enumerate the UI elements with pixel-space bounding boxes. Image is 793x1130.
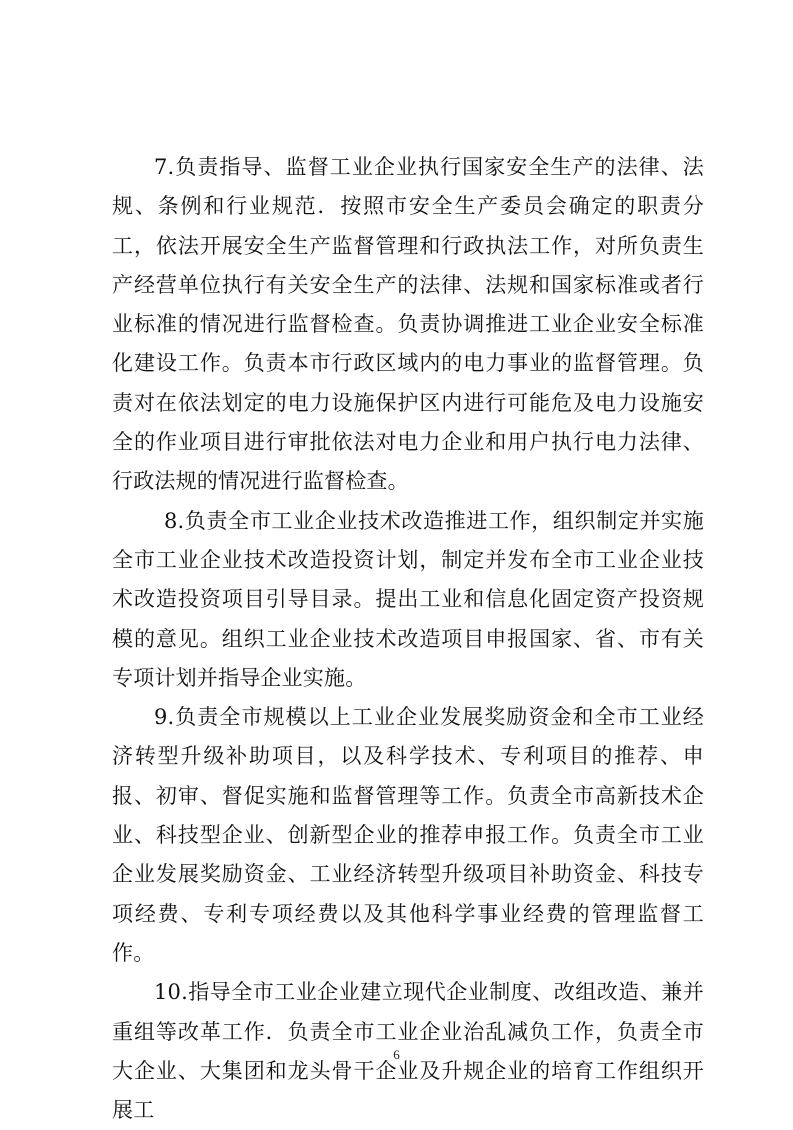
document-body <box>112 148 704 1130</box>
paragraph-item-7: 7.负责指导、监督工业企业执行国家安全生产的法律、法规、条例和行业规范．按照市安全生产委员会确定的职责分工，依法开展安全生产监督管理和行政执法工作，对所负责生产经营单位执行有关安全生产的法律、法规和国家标准或者行业标准的情况进行监督检查。负责协调推进工业企业安全标准化建设工作。负责本市行政区域内的电力事业的监督管理。负责对在依法划定的电力设施保护区内进行可能危及电力设施安全的作业项目进行审批依法对电力企业和用户执行电力法律、行政法规的情况进行监督检查。 <box>112 155 704 494</box>
paragraph-item-8: 8.负责全市工业企业技术改造推进工作，组织制定并实施全市工业企业技术改造投资计划，制定并发布全市工业企业技术改造投资项目引导目录。提出工业和信息化固定资产投资规模的意见。组织工业企业技术改造项目申报国家、省、市有关专项计划并指导企业实施。 <box>112 508 704 690</box>
page-number: 6 <box>393 1047 400 1062</box>
paragraph-item-9: 9.负责全市规模以上工业企业发展奖励资金和全市工业经济转型升级补助项目，以及科学技术、专利项目的推荐、申报、初审、督促实施和监督管理等工作。负责全市高新技术企业、科技型企业、创新型企业的推荐申报工作。负责全市工业企业发展奖励资金、工业经济转型升级项目补助资金、科技专项经费、专利专项经费以及其他科学事业经费的管理监督工作。 <box>112 705 704 965</box>
paragraph-item-10: 10.指导全市工业企业建立现代企业制度、改组改造、兼并重组等改革工作．负责全市工业企业治乱减负工作，负责全市大企业、大集团和龙头骨干企业及升规企业的培育工作组织开展工 <box>112 980 704 1123</box>
